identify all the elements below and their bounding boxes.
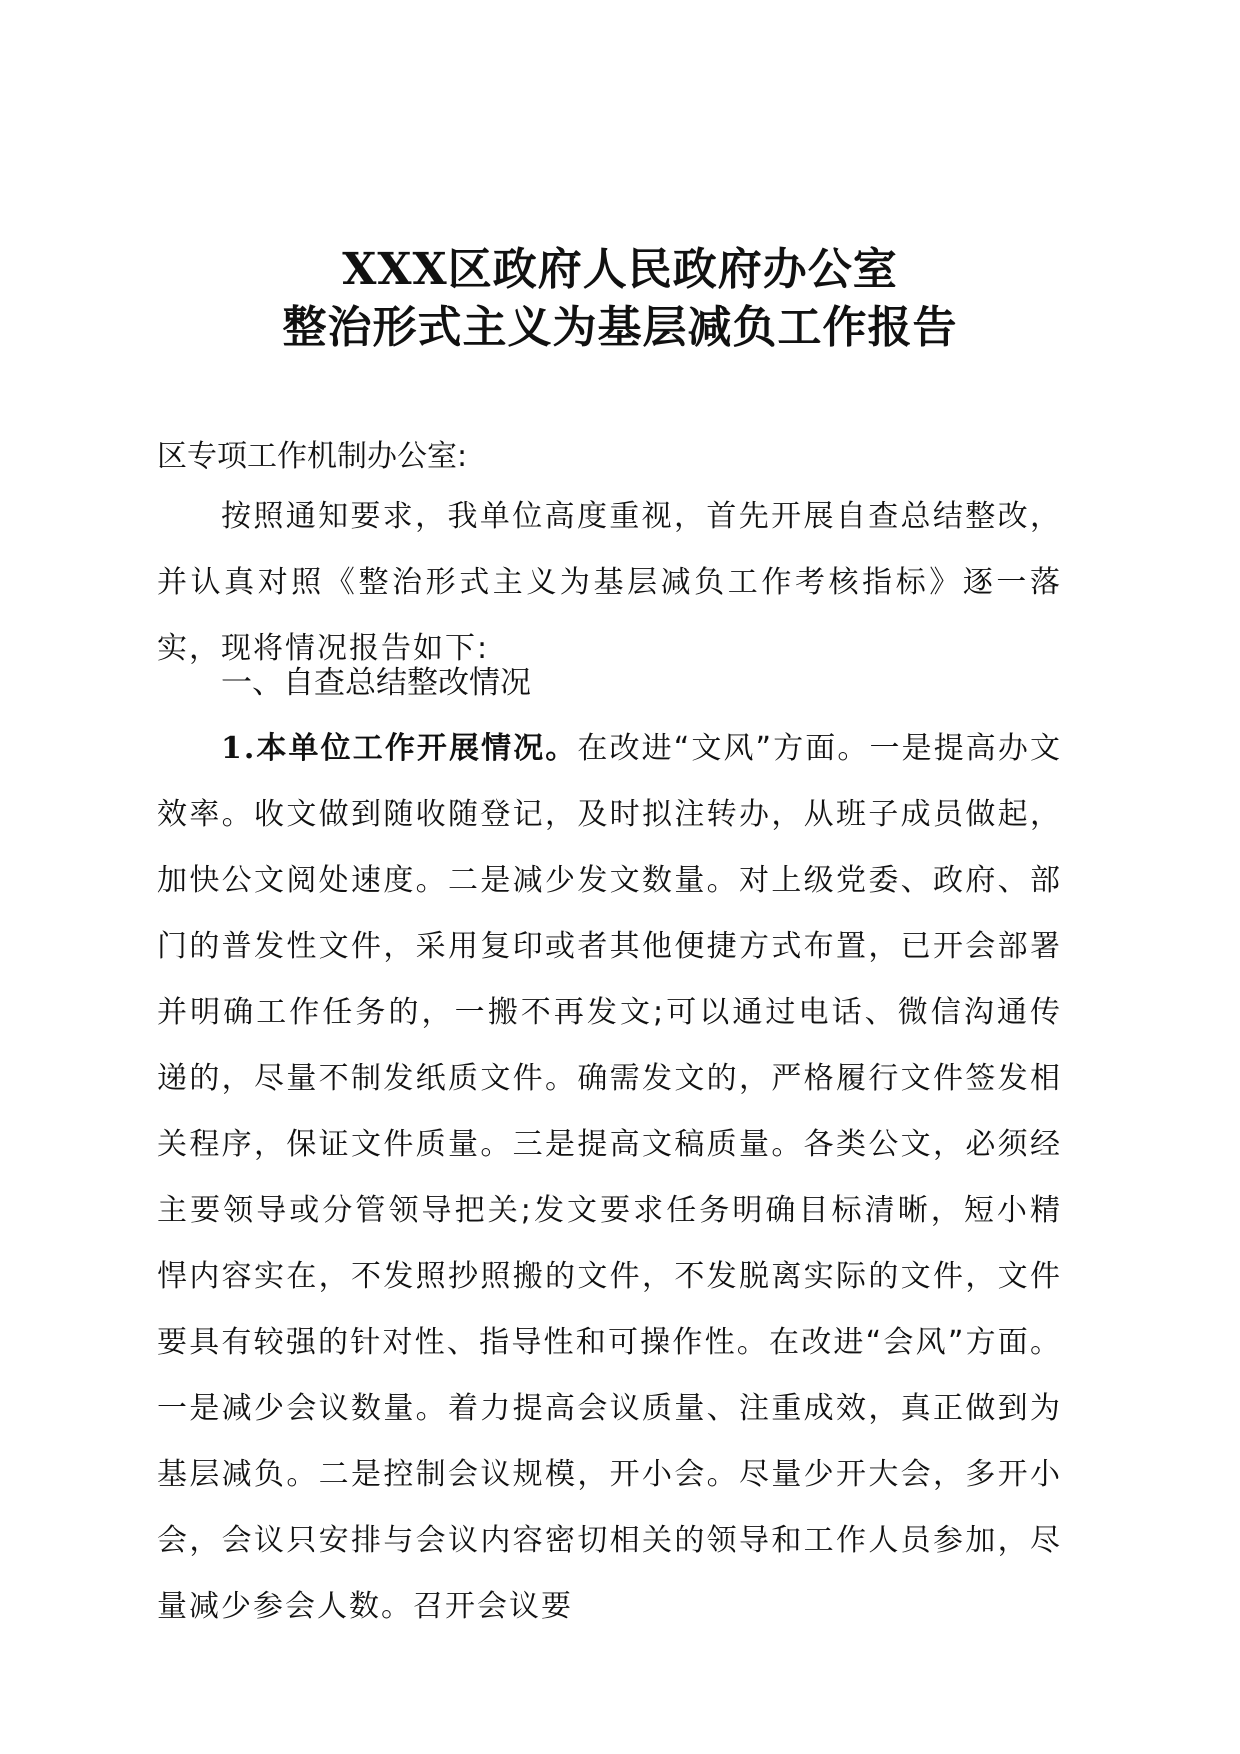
item-lead-text: 1.本单位工作开展情况。 xyxy=(221,731,578,766)
document-title-line-1: XXX区政府人民政府办公室 xyxy=(342,244,898,295)
section-heading: 一、自查总结整改情况 xyxy=(221,665,531,701)
intro-paragraph: 按照通知要求，我单位高度重视，首先开展自查总结整改，并认真对照《整治形式主义为基层减负工作考核指标》逐一落实，现将情况报告如下: xyxy=(157,499,1062,666)
document-title-line-2: 整治形式主义为基层减负工作报告 xyxy=(282,302,958,353)
item-body-text: 在改进“文风”方面。一是提高办文效率。收文做到随收随登记，及时拟注转办，从班子成员做起，加快公文阅处速度。二是减少发文数量。对上级党委、政府、部门的普发性文件，采用复印或者其他便捷方式布置，已开会部署并明确工作任务的，一搬不再发文;可以通过电话、微信沟通传递的，尽量不制发纸质文件。确需发文的，严格履行文件签发相关程序，保证文件质量。三是提高文稿质量。各类公文，必须经主要领导或分管领导把关;发文要求任务明确目标清晰，短小精悍内容实在，不发照抄照搬的文件，不发脱离实际的文件，文件要具有较强的针对性、指导性和可操作性。在改进“会风”方面。一是减少会议数量。着力提高会议质量、注重成效，真正做到为基层减负。二是控制会议规模，开小会。尽量少开大会，多开小会，会议只安排与会议内容密切相关的领导和工作人员参加，尽量减少参会人数。召开会议要 xyxy=(157,731,1062,1624)
section-1-item-1-paragraph xyxy=(157,716,1062,1640)
salutation: 区专项工作机制办公室: xyxy=(157,439,468,474)
